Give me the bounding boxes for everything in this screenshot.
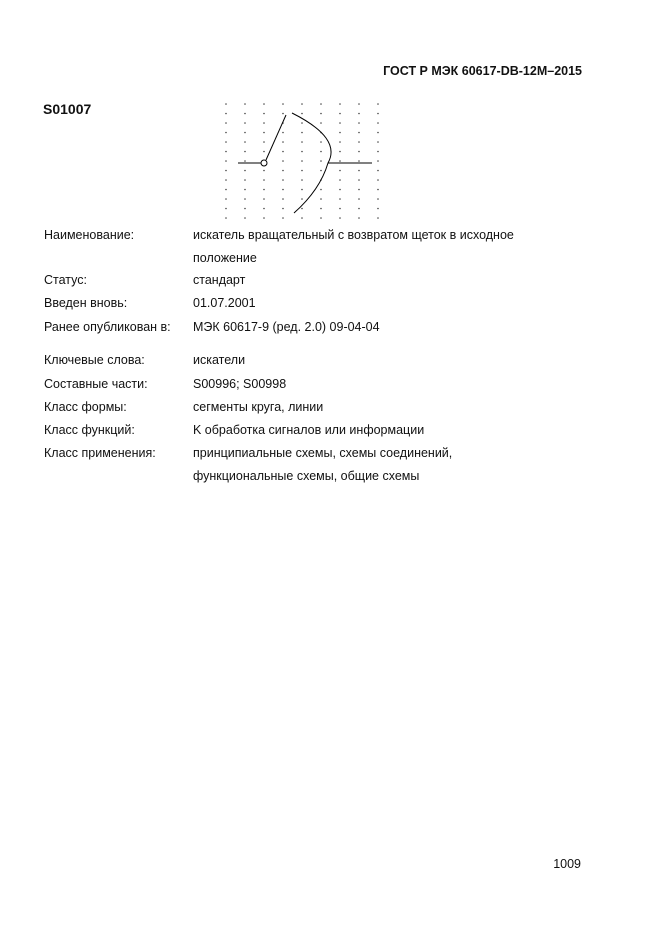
grid-dot [339, 179, 341, 181]
page-number: 1009 [553, 857, 581, 871]
grid-dot [263, 113, 265, 115]
grid-dot [358, 170, 360, 172]
grid-dot [282, 113, 284, 115]
wiper-arm [266, 115, 286, 160]
grid-dot [301, 198, 303, 200]
grid-dot [339, 208, 341, 210]
grid-dot [320, 189, 322, 191]
grid-dot [225, 189, 227, 191]
grid-dot [244, 160, 246, 162]
grid-dot [263, 151, 265, 153]
grid-dot [377, 198, 379, 200]
field-label: Ключевые слова: [44, 353, 145, 367]
grid-dot [244, 189, 246, 191]
grid-dot [225, 170, 227, 172]
grid-dot [225, 198, 227, 200]
grid-dot [339, 198, 341, 200]
field-value: искатель вращательный с возвратом щеток в исходное [193, 228, 514, 242]
grid-dot [320, 208, 322, 210]
grid-dot [358, 103, 360, 105]
grid-dot [320, 113, 322, 115]
grid-dot [339, 160, 341, 162]
grid-dot [282, 160, 284, 162]
grid-dot [263, 208, 265, 210]
grid-dot [377, 179, 379, 181]
field-value: принципиальные схемы, схемы соединений, [193, 446, 453, 460]
field-value: искатели [193, 353, 246, 367]
grid-dot [263, 179, 265, 181]
grid-dot [282, 179, 284, 181]
wiper-pivot [261, 160, 267, 166]
grid-dot [358, 113, 360, 115]
grid-dot [320, 151, 322, 153]
grid-dot [358, 141, 360, 143]
grid-dot [339, 122, 341, 124]
grid-dot [301, 122, 303, 124]
field-label: Класс функций: [44, 423, 135, 437]
grid-dot [377, 103, 379, 105]
grid-dot [358, 208, 360, 210]
grid-dot [282, 132, 284, 134]
field-label: Наименование: [44, 228, 135, 242]
grid-dot [282, 170, 284, 172]
field-value: стандарт [193, 273, 246, 287]
grid-dot [225, 151, 227, 153]
grid-dot [282, 217, 284, 219]
grid-dot [301, 132, 303, 134]
grid-dot [282, 151, 284, 153]
grid-dot [282, 198, 284, 200]
field-label: Статус: [44, 273, 87, 287]
grid-dot [339, 217, 341, 219]
grid-dot [225, 217, 227, 219]
grid-dot [301, 160, 303, 162]
field-value: S00996; S00998 [193, 377, 287, 391]
grid-dot [225, 132, 227, 134]
grid-dot [320, 103, 322, 105]
document-code: ГОСТ Р МЭК 60617-DB-12M–2015 [383, 64, 582, 78]
grid-dot [244, 141, 246, 143]
grid-dot [377, 189, 379, 191]
grid-dot [320, 122, 322, 124]
grid-dot [377, 170, 379, 172]
grid-dot [263, 103, 265, 105]
grid-dot [263, 198, 265, 200]
grid-dot [301, 113, 303, 115]
grid-dot [301, 208, 303, 210]
grid-dot [339, 141, 341, 143]
grid-dot [244, 113, 246, 115]
grid-dot [244, 132, 246, 134]
grid-dot [377, 217, 379, 219]
grid-dot [282, 141, 284, 143]
grid-dot [320, 170, 322, 172]
grid-dot [244, 170, 246, 172]
grid-dot [339, 170, 341, 172]
grid-dot [244, 198, 246, 200]
grid-dot [358, 179, 360, 181]
grid-dot [225, 141, 227, 143]
grid-dot [225, 103, 227, 105]
grid-dot [225, 208, 227, 210]
symbol-id: S01007 [43, 101, 92, 117]
field-value: K обработка сигналов или информации [193, 423, 425, 437]
field-label: Класс применения: [44, 446, 156, 460]
field-label: Составные части: [44, 377, 148, 391]
grid-dot [377, 122, 379, 124]
grid-dot [225, 160, 227, 162]
grid-dot [358, 122, 360, 124]
grid-dot [377, 160, 379, 162]
grid-dot [263, 122, 265, 124]
grid-dot [377, 113, 379, 115]
grid-dot [225, 179, 227, 181]
grid-dot [339, 103, 341, 105]
grid-dot [320, 217, 322, 219]
contact-arc [292, 113, 331, 213]
grid-dot [225, 122, 227, 124]
grid-dot [339, 151, 341, 153]
grid-dot [263, 170, 265, 172]
grid-dot [358, 132, 360, 134]
grid-dot [339, 189, 341, 191]
field-label: Ранее опубликован в: [44, 320, 171, 334]
grid-dot [301, 189, 303, 191]
grid-dot [263, 189, 265, 191]
field-value: МЭК 60617-9 (ред. 2.0) 09-04-04 [193, 320, 380, 334]
grid-dot [339, 113, 341, 115]
grid-dot [358, 217, 360, 219]
grid-dot [282, 189, 284, 191]
grid-dot [339, 132, 341, 134]
grid-dot [301, 217, 303, 219]
grid-dot [244, 179, 246, 181]
grid-dot [358, 189, 360, 191]
grid-dot [301, 103, 303, 105]
grid-dot [225, 113, 227, 115]
field-value: функциональные схемы, общие схемы [193, 469, 420, 483]
grid-dot [282, 208, 284, 210]
field-value: сегменты круга, линии [193, 400, 324, 414]
field-value: положение [193, 251, 257, 265]
grid-dot [301, 170, 303, 172]
grid-dot [377, 141, 379, 143]
grid-dot [244, 217, 246, 219]
grid-dot [263, 141, 265, 143]
selector-symbol-drawing [220, 98, 390, 228]
grid-dot [244, 103, 246, 105]
grid-dots [225, 103, 379, 219]
grid-dot [320, 160, 322, 162]
grid-dot [301, 151, 303, 153]
grid-dot [244, 208, 246, 210]
grid-dot [263, 132, 265, 134]
grid-dot [244, 151, 246, 153]
field-label: Введен вновь: [44, 296, 128, 310]
grid-dot [301, 141, 303, 143]
grid-dot [377, 132, 379, 134]
grid-dot [301, 179, 303, 181]
grid-dot [320, 141, 322, 143]
grid-dot [358, 151, 360, 153]
grid-dot [377, 151, 379, 153]
grid-dot [377, 208, 379, 210]
grid-dot [320, 198, 322, 200]
field-value: 01.07.2001 [193, 296, 256, 310]
grid-dot [263, 217, 265, 219]
field-label: Класс формы: [44, 400, 127, 414]
grid-dot [358, 160, 360, 162]
grid-dot [282, 103, 284, 105]
grid-dot [358, 198, 360, 200]
grid-dot [244, 122, 246, 124]
